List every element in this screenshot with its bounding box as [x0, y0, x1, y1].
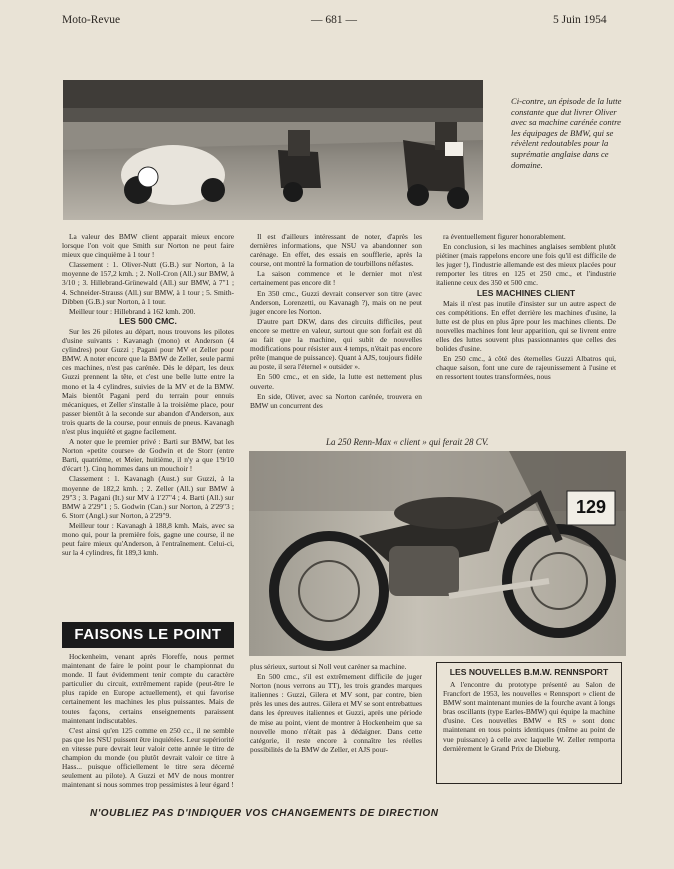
paragraph: En 500 cmc., s'il est extrêmement difficile de juger Norton (nous verrons au TT), les trois grandes marques italiennes : Guzzi, Gilera et MV sont, par contre, bien près les unes des autres. Gilera et MV se sont entrebattues dans les épreuves italiennes et Guzzi, après une période de mise au point, vient de montrer à Hockenheim que sa nouvelle mono n'était pas à dédaigner. Dans cette catégorie, il reste encore à connaître les réelles possibilités de la BMW de Zeller, et AJS pour- — [250, 672, 422, 754]
paragraph: Hockenheim, venant après Floreffe, nous permet maintenant de faire le point pour le championnat du monde. Il faut évidemment tenir compte du caractère particulier du circuit, extrêmement rapide (peut-être le plus rapide en Europe actuellement), et qui favorise certainement les machines les plus puissantes. Mais de toutes façons, certains enseignements paraissent maintenant indiscutables. — [62, 652, 234, 725]
footer-notice: N'OUBLIEZ PAS D'INDIQUER VOS CHANGEMENTS DE DIRECTION — [90, 808, 439, 819]
photo1-caption: Ci-contre, un épisode de la lutte constante que dut livrer Oliver avec sa machine carénée contre les équipages de BMW, qui se révèlent redoutables pour la suprématie anglaise dans ce domaine. — [511, 96, 622, 170]
issue-date: 5 Juin 1954 — [553, 14, 607, 26]
column-3 — [436, 232, 616, 383]
sidecar-race-photo — [63, 80, 483, 220]
page-number: — 681 — — [311, 14, 357, 26]
paragraph: Meilleur tour : Hillebrand à 162 kmh. 200. — [69, 306, 196, 316]
paragraph: La saison commence et le dernier mot n'est certainement pas encore dit ! — [250, 269, 422, 288]
paragraph: Classement : 1. Kavanagh (Aust.) sur Guzzi, à la moyenne de 182,2 kmh. ; 2. Zeller (All.) sur BMW à 29"3 ; 3. Pagani (It.) sur MV à 1'27"4 ; 4. Barti (All.) sur BMW à 2'29"1 ; 5. Godwin (Can.) sur Norton, à 2'29"3 ; 6. Storr (Angl.) sur Norton, à 2'29"9. — [62, 474, 234, 520]
magazine-name: Moto-Revue — [62, 14, 121, 26]
box-body — [443, 680, 615, 753]
paragraph: C'est ainsi qu'en 125 comme en 250 cc., il ne semble pas que les NSU puissent être inquiétées. Leur supériorité en vitesse pure devrait leur valoir cette année le titre de champion du monde (ou plutôt devrait valoir ce titre à Hass... puisque officiellement le titre sera décerné seulement au pilote). A Guzzi et MV de nous montrer maintenant si nous sommes trop pessimistes à leur égard ! — [62, 725, 234, 790]
column-1-continued — [62, 652, 234, 790]
paragraph: La valeur des BMW client apparait mieux encore lorsque l'on voit que Smith sur Norton ne peut faire mieux que cinquième à 1 tour ! — [62, 232, 234, 260]
paragraph: Mais il n'est pas inutile d'insister sur un autre aspect de ces compétitions. En effet derrière les machines d'usine, la lutte est de plus en plus âpre pour les machines clients. De nouvelles machines font leur apparition, qui se livrent entre elles des luttes souvent plus passionnantes que celles des bolides d'usine. — [436, 298, 616, 354]
section-heading: LES 500 CMC. — [119, 315, 177, 326]
paragraph: En 250 cmc., à côté des éternelles Guzzi Albatros qui, chaque saison, font une cure de rajeunissement à l'usine et en ressortent toutes transformées, nous — [436, 354, 616, 382]
bmw-rennsport-box — [436, 662, 622, 784]
paragraph: En 500 cmc., et en side, la lutte est nettement plus ouverte. — [250, 372, 422, 391]
renn-max-motorcycle-photo — [249, 451, 626, 656]
paragraph: Sur les 26 pilotes au départ, nous trouvons les pilotes d'usine suivants : Kavanagh (mono) et Anderson (4 cylindres) pour Guzzi ; Pagani pour MV et Zeller pour BMW. A noter encore que la BMW de Zeller, seule parmi ces machines, n'est pas carénée. Dès le départ, les deux Guzzi prennent la tête, et c'est une belle lutte entre la mono et la 4 cylindres, suivies de la MV et de la BMW. Mais bientôt Pagani perd du terrain pour ennuis mécaniques, et Zeller s'installe à la troisième place, pour passer bientôt à la seconde sur abandon d'Anderson, aux trois quarts de la course, pour ennuis de pneus. Kavanagh n'est plus inquiété et gagne facilement. — [62, 326, 234, 436]
paragraph: A noter que le premier privé : Barti sur BMW, bat les Norton «petite course» de Godwin et de Storr (entre Barti, quatrième, et Meier, huitième, il n'y a que 1'9/10 d'écart !). Cinq hommes dans un mouchoir ! — [62, 437, 234, 474]
paragraph: En 350 cmc., Guzzi devrait conserver son titre (avec Anderson, Lorenzetti, ou Kavanagh ?), mais on ne peut juger encore les Norton. — [250, 288, 422, 316]
column-4 — [250, 662, 422, 755]
paragraph: D'autre part DKW, dans des circuits difficiles, peut encore se mettre en valeur, surtout que son forfait est dû au fait que la machine, qui subit de nouvelles modifications pour résister aux 4 temps, n'était pas encore prête (manque de puissance). Quant à AJS, toujours fidèle au poste, il sera l'éternel « outsider ». — [250, 316, 422, 372]
paragraph: ra éventuellement figurer honorablement. — [443, 232, 566, 241]
paragraph: En side, Oliver, avec sa Norton carénée, trouvera en BMW un concurrent des — [250, 391, 422, 410]
column-2 — [250, 232, 422, 411]
column-1 — [62, 232, 234, 558]
section-banner: FAISONS LE POINT — [62, 622, 234, 648]
paragraph: plus sérieux, surtout si Noll veut caréner sa machine. — [250, 662, 407, 671]
paragraph: Il est d'ailleurs intéressant de noter, d'après les dernières informations, que NSU va abandonner son carénage. En effet, des essais en soufflerie, après la course, ont montré la formation de tourbillons néfastes. — [250, 232, 422, 269]
paragraph: Meilleur tour : Kavanagh à 188,8 kmh. Mais, avec sa mono qui, pour la première fois, gagne une course, il ne peut faire mieux qu'Anderson, à l'entraînement. Celui-ci, sur la 4 cylindres, fit 189,3 kmh. — [62, 520, 234, 558]
section-heading: LES MACHINES CLIENT — [476, 287, 576, 298]
photo2-caption: La 250 Renn-Max « client » qui ferait 28 CV. — [326, 437, 489, 447]
paragraph: Classement : 1. Oliver-Nutt (G.B.) sur Norton, à la moyenne de 157,2 kmh. ; 2. Noll-Cron (All.) sur BMW, à 3/10 ; 3. Hillebrand-Grünewald (All.) sur BMW, à 7"1 ; 4. Schneider-Strauss (All.) sur BMW, à 1 tour ; 5. Smith-Dibben (G.B.) sur Norton, à 1 tour. — [62, 260, 234, 306]
motorcycle-illustration — [249, 451, 626, 656]
race-number: 129 — [575, 497, 607, 517]
paragraph: A l'encontre du prototype présenté au Salon de Francfort de 1953, les nouvelles « Rennsport » client de BMW sont maintenant munies de la fourche avant à longs bras oscillants (type Earles-BMW) qui équipe la machine d'usine. Ces nouvelles BMW « RS » sont donc maintenant en tous points identiques (même au point de vue puissance) à celle avec laquelle W. Zeller remporta dernièrement le Grand Prix de Dieburg. — [443, 680, 615, 753]
paragraph: En conclusion, si les machines anglaises semblent plutôt piétiner (mais rappelons encore une fois qu'il est difficile de les juger !), l'industrie allemande est des mieux placées pour remporter les titres en 125 et 250 cmc., et l'industrie italienne ceux des 350 et 500 cmc. — [436, 242, 616, 288]
box-title: LES NOUVELLES B.M.W. RENNSPORT — [449, 667, 609, 677]
sidecar-race-illustration — [63, 80, 483, 220]
